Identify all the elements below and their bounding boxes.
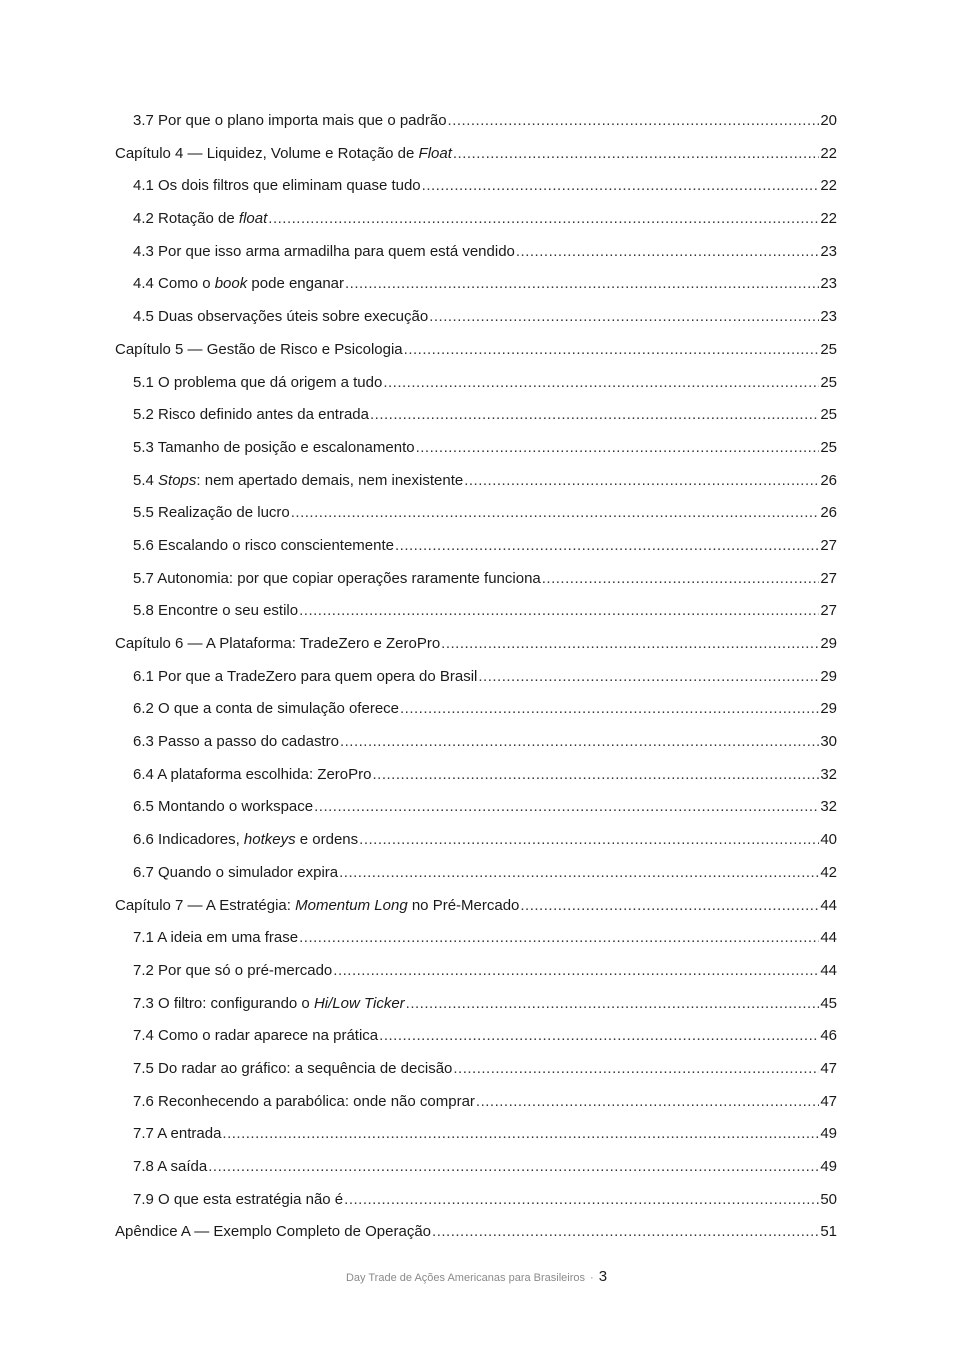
toc-dot-leader	[370, 399, 819, 432]
toc-page-number: 32	[820, 765, 837, 783]
toc-page-number: 23	[820, 308, 837, 326]
toc-page-number: 22	[820, 177, 837, 195]
toc-page-number: 51	[820, 1223, 837, 1241]
toc-title-italic-part: Stops	[158, 471, 197, 489]
toc-title-part: Capítulo 7 — A Estratégia:	[115, 896, 296, 914]
toc-entry-title	[133, 1118, 221, 1151]
toc-title-part: 5.3 Tamanho de posição e escalonamento	[133, 438, 415, 456]
toc-section-entry[interactable]	[115, 1053, 837, 1086]
toc-section-entry[interactable]	[115, 1184, 837, 1217]
toc-dot-leader	[400, 693, 819, 726]
toc-dot-leader	[344, 1184, 819, 1217]
toc-dot-leader	[404, 334, 820, 367]
toc-section-entry[interactable]	[115, 465, 837, 498]
toc-dot-leader	[448, 105, 820, 138]
toc-page-number: 44	[820, 929, 837, 947]
toc-dot-leader	[441, 628, 819, 661]
toc-section-entry[interactable]	[115, 1020, 837, 1053]
toc-title-part: 5.5 Realização de lucro	[133, 504, 290, 522]
toc-page-number: 29	[820, 635, 837, 652]
toc-entry-title	[133, 1053, 452, 1086]
toc-section-entry[interactable]	[115, 203, 837, 236]
toc-dot-leader	[453, 1053, 819, 1086]
toc-section-entry[interactable]	[115, 955, 837, 988]
toc-title-part: 6.4 A plataforma escolhida: ZeroPro	[133, 765, 372, 783]
toc-dot-leader	[359, 824, 819, 857]
toc-section-entry[interactable]	[115, 268, 837, 301]
toc-page-number: 29	[820, 700, 837, 718]
toc-title-part: 4.5 Duas observações úteis sobre execução	[133, 308, 429, 326]
toc-page-number: 32	[820, 798, 837, 816]
toc-section-entry[interactable]	[115, 497, 837, 530]
toc-entry-title	[133, 1086, 475, 1119]
toc-page-number: 46	[820, 1027, 837, 1045]
toc-dot-leader	[422, 170, 820, 203]
toc-dot-leader	[372, 759, 819, 792]
toc-title-part: 7.9 O que esta estratégia não é	[133, 1190, 344, 1208]
toc-dot-leader	[516, 236, 819, 269]
toc-entry-title	[133, 399, 369, 432]
toc-title-part: 6.5 Montando o workspace	[133, 798, 314, 816]
toc-page-number: 20	[820, 112, 837, 129]
toc-entry-title	[133, 203, 267, 236]
toc-entry-title	[133, 824, 358, 857]
toc-chapter-entry[interactable]	[115, 890, 837, 923]
toc-dot-leader	[383, 367, 819, 400]
toc-section-entry[interactable]	[115, 661, 837, 694]
toc-section-entry[interactable]	[115, 367, 837, 400]
toc-chapter-entry[interactable]	[115, 138, 837, 171]
toc-entry-title	[115, 628, 440, 661]
toc-entry-title	[133, 236, 515, 269]
toc-section-entry[interactable]	[115, 1118, 837, 1151]
toc-section-entry[interactable]	[115, 236, 837, 269]
toc-chapter-entry[interactable]	[115, 334, 837, 367]
toc-dot-leader	[464, 465, 819, 498]
toc-title-part: 7.5 Do radar ao gráfico: a sequência de decisão	[133, 1059, 453, 1077]
toc-title-part: e ordens	[295, 831, 359, 849]
toc-title-part: 5.1 O problema que dá origem a tudo	[133, 373, 383, 391]
toc-title-part: 6.6 Indicadores,	[133, 831, 244, 849]
toc-section-entry[interactable]	[115, 1151, 837, 1184]
toc-title-part: Capítulo 5 — Gestão de Risco e Psicologia	[115, 340, 403, 358]
toc-entry-title	[133, 301, 428, 334]
toc-title-part: 6.2 O que a conta de simulação oferece	[133, 700, 400, 718]
toc-entry-title	[133, 268, 344, 301]
toc-page-number: 26	[820, 504, 837, 522]
toc-dot-leader	[416, 432, 820, 465]
footer-page-number: 3	[598, 1268, 608, 1285]
toc-title-part: Capítulo 4 — Liquidez, Volume e Rotação de	[115, 144, 419, 162]
toc-title-part: 4.1 Os dois filtros que eliminam quase tudo	[133, 177, 421, 195]
toc-title-part: 6.3 Passo a passo do cadastro	[133, 733, 339, 751]
toc-page-number: 22	[820, 144, 837, 162]
toc-title-part: pode enganar	[247, 275, 345, 293]
toc-page-number: 47	[820, 1092, 837, 1110]
page-footer	[0, 1268, 953, 1285]
toc-page-number: 42	[820, 863, 837, 881]
toc-page-number: 44	[820, 896, 837, 914]
toc-page-number: 25	[820, 373, 837, 391]
toc-dot-leader	[432, 1216, 819, 1249]
toc-page-number: 27	[820, 536, 837, 554]
toc-page-number: 47	[820, 1059, 837, 1077]
toc-entry-title	[133, 922, 298, 955]
toc-entry-title	[115, 890, 519, 923]
toc-dot-leader	[314, 791, 819, 824]
toc-page-number: 25	[820, 438, 837, 456]
toc-entry-title	[133, 693, 399, 726]
toc-title-part: 7.4 Como o radar aparece na prática	[133, 1027, 379, 1045]
toc-title-part: Apêndice A — Exemplo Completo de Operação	[115, 1223, 432, 1241]
toc-title-part: : nem apertado demais, nem inexistente	[196, 471, 464, 489]
toc-dot-leader	[478, 661, 819, 694]
toc-section-entry[interactable]	[115, 857, 837, 890]
toc-dot-leader	[406, 988, 820, 1021]
toc-title-italic-part: float	[238, 210, 268, 228]
toc-page-number: 23	[820, 242, 837, 260]
toc-entry-title	[133, 530, 394, 563]
toc-dot-leader	[340, 726, 819, 759]
toc-section-entry[interactable]	[115, 301, 837, 334]
toc-title-part: Capítulo 6 — A Plataforma: TradeZero e ZeroPro	[115, 635, 441, 652]
toc-page-number: 30	[820, 733, 837, 751]
toc-entry-title	[133, 661, 477, 694]
toc-page-number: 44	[820, 961, 837, 979]
toc-section-entry[interactable]	[115, 759, 837, 792]
toc-title-part: 6.7 Quando o simulador expira	[133, 863, 339, 881]
toc-dot-leader	[476, 1086, 819, 1119]
toc-page-number: 23	[820, 275, 837, 293]
toc-entry-title	[133, 857, 338, 890]
toc-entry-title	[133, 1184, 343, 1217]
footer-book-title: Day Trade de Ações Americanas para Brasileiros	[345, 1272, 586, 1284]
toc-title-italic-part: Float	[418, 144, 452, 162]
toc-page-number: 50	[820, 1190, 837, 1208]
toc-entry-title	[115, 138, 452, 171]
table-of-contents	[115, 105, 837, 1249]
toc-section-entry[interactable]	[115, 988, 837, 1021]
toc-title-part: 5.4	[133, 471, 159, 489]
toc-page-number: 49	[820, 1125, 837, 1143]
toc-dot-leader	[379, 1020, 819, 1053]
toc-section-entry[interactable]	[115, 922, 837, 955]
toc-title-italic-part: Momentum Long	[295, 896, 408, 914]
toc-section-entry[interactable]	[115, 1086, 837, 1119]
toc-title-part: 7.8 A saída	[133, 1158, 208, 1175]
toc-title-italic-part: Hi/Low Ticker	[313, 994, 405, 1012]
toc-entry-title	[133, 563, 541, 596]
toc-section-entry[interactable]	[115, 530, 837, 563]
toc-page-number: 45	[820, 994, 837, 1012]
toc-title-part: 4.3 Por que isso arma armadilha para quem está vendido	[133, 242, 515, 260]
toc-entry-title	[133, 497, 290, 530]
toc-section-entry[interactable]	[115, 726, 837, 759]
toc-title-italic-part: book	[214, 275, 248, 293]
toc-page-number: 22	[820, 210, 837, 228]
toc-section-entry[interactable]	[115, 432, 837, 465]
toc-entry-title	[133, 791, 313, 824]
toc-title-italic-part: hotkeys	[243, 831, 296, 849]
toc-entry-title	[133, 726, 339, 759]
toc-title-part: 7.7 A entrada	[133, 1125, 222, 1143]
toc-title-part: 5.6 Escalando o risco conscientemente	[133, 536, 394, 554]
toc-entry-title	[133, 759, 371, 792]
footer-separator: ·	[590, 1272, 594, 1284]
toc-entry-title	[115, 334, 403, 367]
toc-title-part: 5.7 Autonomia: por que copiar operações raramente funciona	[133, 569, 541, 587]
toc-section-entry[interactable]	[115, 170, 837, 203]
toc-page-number: 25	[820, 406, 837, 424]
toc-dot-leader	[395, 530, 819, 563]
toc-entry-title	[133, 988, 405, 1021]
toc-section-entry[interactable]	[115, 399, 837, 432]
toc-entry-title	[133, 367, 382, 400]
toc-chapter-entry[interactable]	[115, 1216, 837, 1249]
toc-title-part: 6.1 Por que a TradeZero para quem opera do Brasil	[133, 667, 478, 685]
toc-entry-title	[133, 465, 463, 498]
toc-title-part: 7.6 Reconhecendo a parabólica: onde não comprar	[133, 1092, 475, 1110]
toc-entry-title	[133, 432, 415, 465]
toc-dot-leader	[222, 1118, 819, 1151]
toc-dot-leader	[299, 922, 819, 955]
toc-section-entry[interactable]	[115, 824, 837, 857]
toc-chapter-entry[interactable]	[115, 628, 837, 661]
toc-dot-leader	[520, 890, 819, 923]
toc-title-part: 3.7 Por que o plano importa mais que o padrão	[133, 112, 447, 129]
toc-page-number: 26	[820, 471, 837, 489]
toc-title-part: 7.2 Por que só o pré-mercado	[133, 961, 333, 979]
toc-title-part: 7.1 A ideia em uma frase	[133, 929, 299, 947]
toc-title-part: 5.2 Risco definido antes da entrada	[133, 406, 369, 424]
toc-dot-leader	[268, 203, 819, 236]
toc-entry-title	[133, 1020, 378, 1053]
toc-page-number: 40	[820, 831, 837, 849]
toc-dot-leader	[333, 955, 819, 988]
toc-dot-leader	[208, 1151, 819, 1184]
toc-entry-title	[133, 1151, 207, 1184]
toc-dot-leader	[453, 138, 819, 171]
toc-section-entry[interactable]	[115, 563, 837, 596]
toc-section-entry[interactable]	[115, 595, 837, 628]
toc-page-number: 49	[820, 1158, 837, 1175]
toc-title-part: 4.4 Como o	[133, 275, 215, 293]
toc-dot-leader	[299, 595, 819, 628]
toc-title-part: 4.2 Rotação de	[133, 210, 239, 228]
toc-page-number: 27	[820, 602, 837, 620]
toc-entry-title	[133, 595, 298, 628]
toc-dot-leader	[429, 301, 819, 334]
toc-entry-title	[133, 170, 421, 203]
toc-dot-leader	[339, 857, 819, 890]
toc-dot-leader	[291, 497, 820, 530]
toc-title-part: 5.8 Encontre o seu estilo	[133, 602, 299, 620]
toc-dot-leader	[542, 563, 820, 596]
toc-entry-title	[133, 955, 332, 988]
toc-dot-leader	[345, 268, 819, 301]
toc-section-entry[interactable]	[115, 693, 837, 726]
toc-section-entry[interactable]	[115, 791, 837, 824]
toc-title-part: no Pré-Mercado	[407, 896, 520, 914]
toc-page-number: 25	[820, 340, 837, 358]
toc-page-number: 27	[820, 569, 837, 587]
toc-page-number: 29	[820, 667, 837, 685]
toc-entry-title	[133, 105, 447, 138]
toc-section-entry[interactable]	[115, 105, 837, 138]
toc-title-part: 7.3 O filtro: configurando o	[133, 994, 314, 1012]
toc-entry-title	[115, 1216, 431, 1249]
